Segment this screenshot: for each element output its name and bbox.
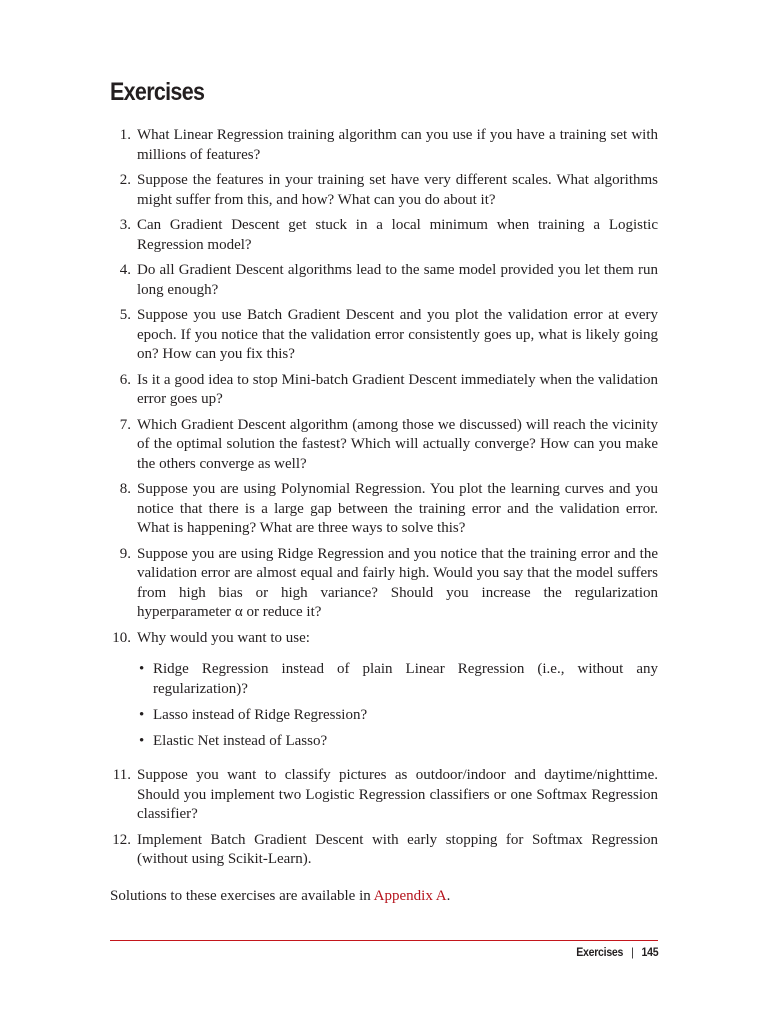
exercise-item [110,261,658,300]
page-number: 145 [641,945,658,959]
exercise-item [110,629,658,752]
sub-list-item [137,706,658,726]
exercise-item [110,126,658,165]
exercise-item [110,216,658,255]
exercise-number: 10. [112,629,131,646]
solutions-note [110,887,450,907]
exercise-number: 3. [119,216,131,233]
exercise-number: 2. [119,171,131,188]
footer-separator: | [630,945,634,959]
exercise-text: What Linear Regression training algorithm can you use if you have a training set with millions of features? [137,127,658,163]
section-heading: Exercises [110,78,205,106]
page-footer [576,945,658,959]
solutions-prefix: Solutions to these exercises are available in [110,888,374,904]
bullet-icon: • [139,733,145,750]
sub-item-text: Elastic Net instead of Lasso? [153,733,328,750]
sub-list-item [137,660,658,699]
exercise-number: 8. [119,481,131,498]
exercise-number: 7. [119,416,131,433]
exercise-text: Which Gradient Descent algorithm (among those we discussed) will reach the vicinity of the optimal solution the fastest? Which will actually converge? How can you make the others converge as well? [137,416,658,472]
exercise-item [110,545,658,623]
exercise-item [110,766,658,825]
exercise-text: Can Gradient Descent get stuck in a local minimum when training a Logistic Regression model? [137,216,658,253]
exercise-text: Suppose you are using Polynomial Regression. You plot the learning curves and you notice that there is a large gap between the training error and the validation error. What is happening? What are three ways to solve this? [137,481,658,537]
exercise-item [110,371,658,410]
exercise-text: Suppose you are using Ridge Regression and you notice that the training error and the validation error are almost equal and fairly high. Would you say that the model suffers from high bias or high variance? Should you increase the regularization hyperparameter α or reduce it? [137,545,658,621]
exercise-item [110,831,658,870]
exercise-text: Do all Gradient Descent algorithms lead to the same model provided you let them run long enough? [137,261,658,298]
exercise-text: Suppose the features in your training set have very different scales. What algorithms might suffer from this, and how? What can you do about it? [137,171,658,208]
exercise-item [110,480,658,539]
exercise-text: Is it a good idea to stop Mini-batch Gradient Descent immediately when the validation error goes up? [137,371,658,408]
sub-item-text: Lasso instead of Ridge Regression? [153,707,368,724]
exercise-number: 1. [119,127,131,143]
exercise-number: 6. [119,371,131,388]
appendix-link[interactable]: Appendix A [373,888,447,904]
sub-list-item [137,732,658,752]
footer-rule [110,940,658,941]
sub-list [137,660,658,752]
solutions-suffix: . [446,888,451,904]
exercise-number: 9. [119,545,131,562]
exercise-number: 12. [112,831,131,848]
bullet-icon: • [139,707,145,724]
exercise-list [110,126,658,876]
exercise-text: Suppose you use Batch Gradient Descent and you plot the validation error at every epoch. If you notice that the validation error consistently goes up, what is likely going on? How can you fix this? [137,306,658,363]
sub-item-text: Ridge Regression instead of plain Linear Regression (i.e., without any regularization)? [153,661,658,698]
footer-section-title: Exercises [575,945,623,959]
exercise-text: Implement Batch Gradient Descent with early stopping for Softmax Regression (without using Scikit-Learn). [137,831,658,868]
exercise-number: 11. [112,766,131,783]
bullet-icon: • [139,661,145,678]
exercise-number: 4. [119,261,131,278]
exercise-item [110,171,658,210]
exercise-text: Suppose you want to classify pictures as outdoor/indoor and daytime/nighttime. Should you implement two Logistic Regression classifiers or one Softmax Regression classifier? [137,766,658,823]
exercise-number: 5. [119,306,131,323]
exercise-item [110,416,658,475]
exercise-item [110,306,658,365]
exercise-text: Why would you want to use: [137,629,310,646]
